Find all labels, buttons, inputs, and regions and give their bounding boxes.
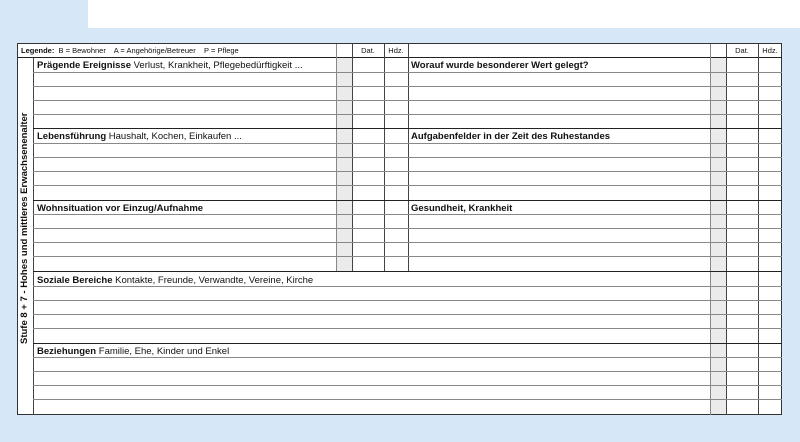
legend bbox=[21, 45, 239, 56]
write-line bbox=[33, 385, 782, 386]
top-white-panel bbox=[88, 0, 800, 28]
section-title: Wohnsituation vor Einzug/Aufnahme bbox=[37, 203, 204, 214]
write-line bbox=[33, 399, 782, 400]
section-gesundheit bbox=[411, 203, 512, 214]
write-line bbox=[33, 86, 782, 87]
section-soziale-bereiche bbox=[37, 275, 313, 286]
write-line bbox=[33, 214, 782, 215]
block-divider bbox=[33, 128, 782, 129]
section-aufgabenfelder bbox=[411, 131, 610, 142]
left-shade-column bbox=[336, 58, 352, 271]
header-divider bbox=[18, 57, 782, 58]
write-line bbox=[33, 242, 782, 243]
write-line bbox=[33, 72, 782, 73]
side-column-divider bbox=[33, 58, 34, 415]
legend-label: Legende: bbox=[21, 46, 55, 55]
section-desc: Kontakte, Freunde, Verwandte, Vereine, Kirche bbox=[112, 275, 314, 286]
section-title: Soziale Bereiche bbox=[37, 275, 113, 286]
write-line bbox=[33, 171, 782, 172]
section-title: Aufgabenfelder in der Zeit des Ruhestandes bbox=[411, 131, 611, 142]
write-line bbox=[33, 228, 782, 229]
write-line bbox=[33, 314, 782, 315]
section-title: Gesundheit, Krankheit bbox=[411, 203, 513, 214]
write-line bbox=[33, 143, 782, 144]
dat-header-right: Dat. bbox=[735, 46, 749, 55]
section-title: Prägende Ereignisse bbox=[37, 60, 131, 71]
write-line bbox=[33, 114, 782, 115]
dat-header-left: Dat. bbox=[361, 46, 375, 55]
section-beziehungen bbox=[37, 346, 229, 357]
section-title: Lebensführung bbox=[37, 131, 107, 142]
write-line bbox=[33, 357, 782, 358]
section-wohnsituation bbox=[37, 203, 203, 214]
block-divider bbox=[33, 200, 782, 201]
section-desc: Familie, Ehe, Kinder und Enkel bbox=[96, 346, 230, 357]
write-line bbox=[33, 328, 782, 329]
hdz-header-right: Hdz. bbox=[762, 46, 778, 55]
write-line bbox=[33, 185, 782, 186]
section-besonderer-wert bbox=[411, 60, 589, 71]
write-line bbox=[33, 157, 782, 158]
section-praegende-ereignisse bbox=[37, 60, 303, 71]
section-lebensfuehrung bbox=[37, 131, 242, 142]
legend-items: B = Bewohner A = Angehörige/Betreuer P = Pflege bbox=[58, 46, 239, 55]
right-shade-column bbox=[710, 58, 726, 414]
section-desc: Verlust, Krankheit, Pflegebedürftigkeit ... bbox=[130, 60, 303, 71]
block-divider bbox=[33, 343, 782, 344]
side-label: Stufe 8 + 7 - Hohes und mittleres Erwachsenenalter bbox=[19, 112, 30, 344]
write-line bbox=[33, 286, 782, 287]
biography-form bbox=[17, 43, 782, 415]
write-line bbox=[33, 371, 782, 372]
section-title: Worauf wurde besonderer Wert gelegt? bbox=[411, 60, 589, 71]
write-line bbox=[33, 300, 782, 301]
block-divider bbox=[33, 271, 782, 272]
section-desc: Haushalt, Kochen, Einkaufen ... bbox=[106, 131, 242, 142]
write-line bbox=[33, 100, 782, 101]
write-line bbox=[33, 256, 782, 257]
section-title: Beziehungen bbox=[37, 346, 97, 357]
hdz-header-left: Hdz. bbox=[388, 46, 404, 55]
